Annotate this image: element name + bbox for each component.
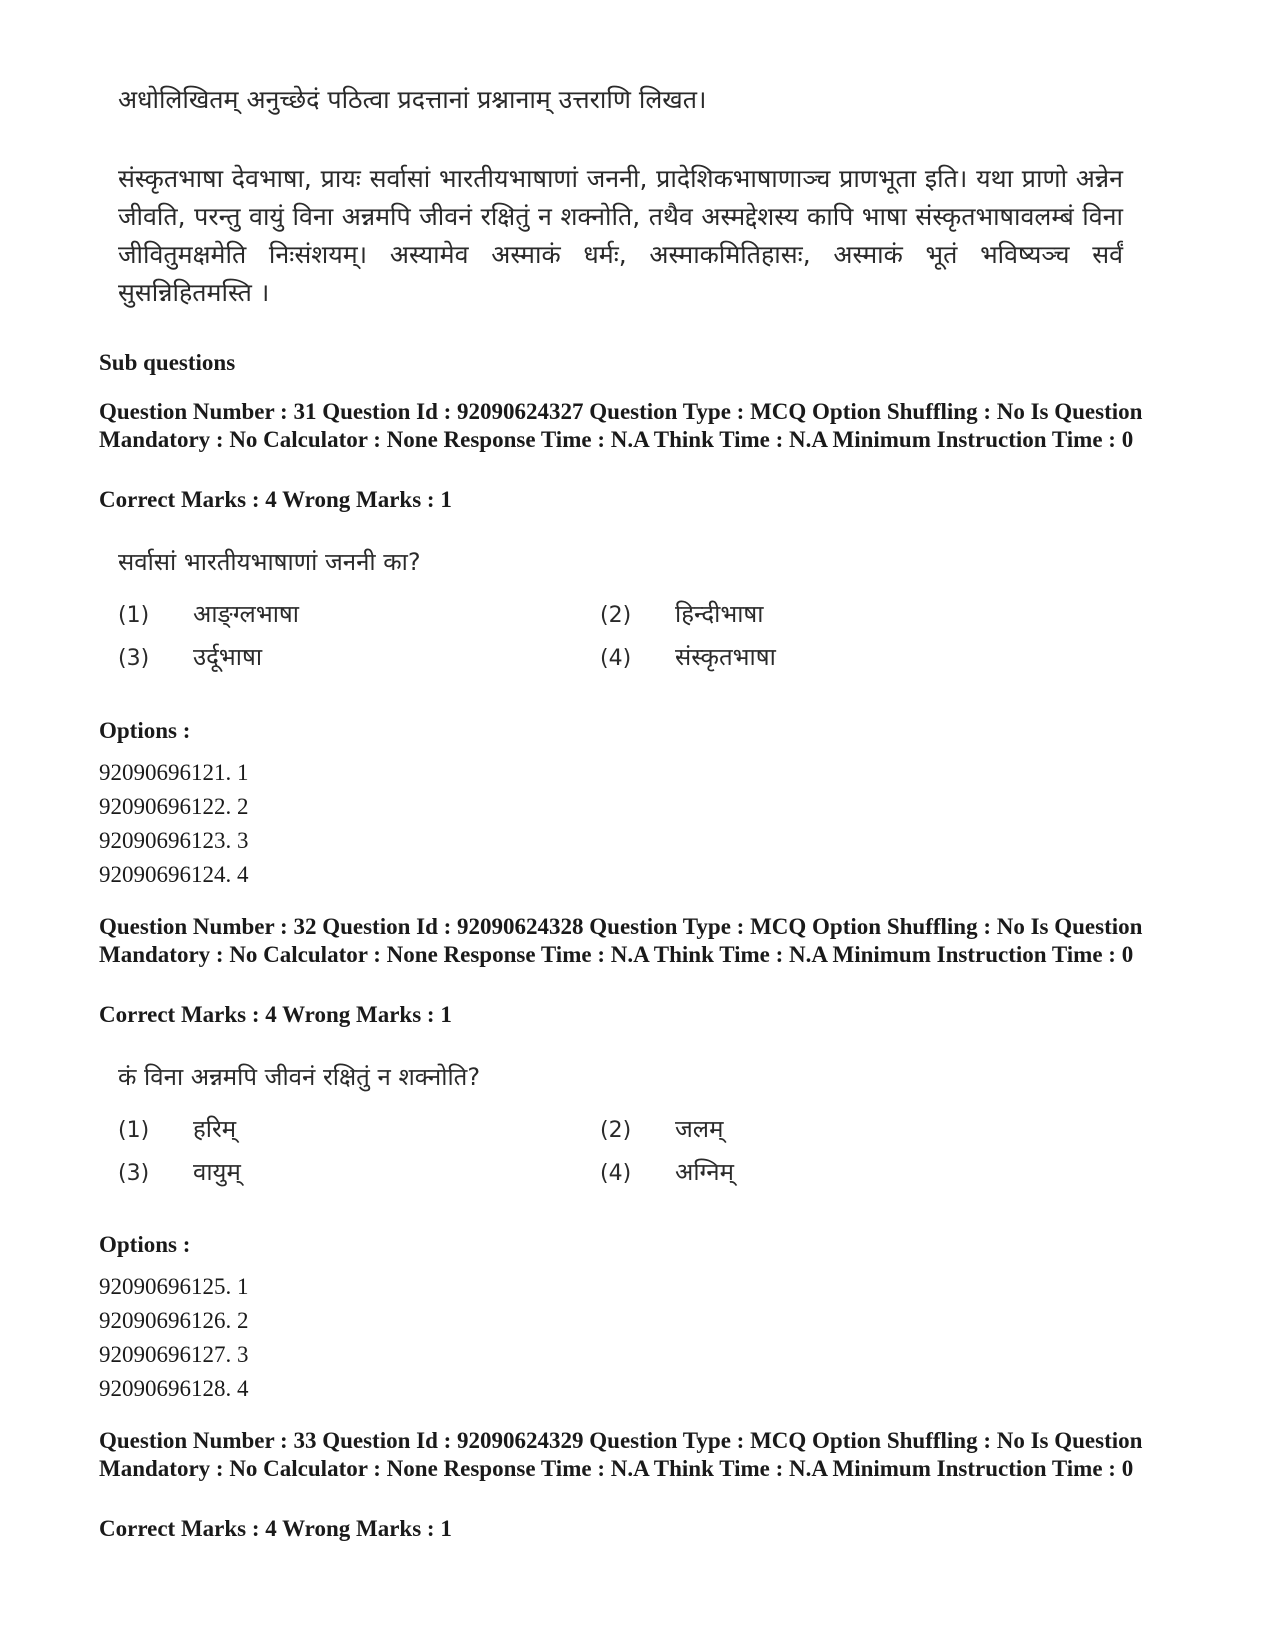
option-item: 92090696125. 1 <box>99 1274 249 1299</box>
question-32-stem: कं विना अन्नमपि जीवनं रक्षितुं न शक्नोति? <box>118 1063 481 1091</box>
choice-text: जलम् <box>675 1115 724 1143</box>
question-31-options-heading: Options : <box>99 718 191 743</box>
question-31-meta: Question Number : 31 Question Id : 92090624327 Question Type : MCQ Option Shuffling : No Is Question Mandatory : No Calculator : None Response Time : N.A Think Time : N.A Minimum Instruction Time : 0 <box>99 399 1143 452</box>
question-33-marks: Correct Marks : 4 Wrong Marks : 1 <box>99 1516 452 1541</box>
choice-number: (2) <box>600 1118 632 1143</box>
choice-text: हरिम् <box>193 1115 237 1143</box>
option-item: 92090696128. 4 <box>99 1376 249 1401</box>
choice-number: (1) <box>118 603 150 628</box>
question-32-choice-2 <box>600 1112 723 1145</box>
option-item: 92090696121. 1 <box>99 760 249 785</box>
choice-number: (2) <box>600 603 632 628</box>
question-31-choice-4 <box>600 640 776 673</box>
question-32-options-heading: Options : <box>99 1232 191 1257</box>
choice-number: (3) <box>118 646 150 671</box>
choice-text: वायुम् <box>193 1158 241 1186</box>
option-item: 92090696126. 2 <box>99 1308 249 1333</box>
choice-text: हिन्दीभाषा <box>675 600 764 628</box>
option-item: 92090696123. 3 <box>99 828 249 853</box>
question-33-meta: Question Number : 33 Question Id : 92090624329 Question Type : MCQ Option Shuffling : No Is Question Mandatory : No Calculator : None Response Time : N.A Think Time : N.A Minimum Instruction Time : 0 <box>99 1428 1143 1481</box>
passage-instruction: अधोलिखितम् अनुच्छेदं पठित्वा प्रदत्तानां प्रश्नानाम् उत्तराणि लिखत। <box>118 85 707 114</box>
choice-number: (4) <box>600 646 632 671</box>
choice-text: संस्कृतभाषा <box>675 643 776 671</box>
question-31-marks: Correct Marks : 4 Wrong Marks : 1 <box>99 487 452 512</box>
question-31-choice-3 <box>118 640 262 673</box>
option-item: 92090696124. 4 <box>99 862 249 887</box>
question-31-stem: सर्वासां भारतीयभाषाणां जननी का? <box>118 548 421 576</box>
question-32-choice-4 <box>600 1155 734 1188</box>
question-32-choice-1 <box>118 1112 236 1145</box>
question-32-choice-3 <box>118 1155 241 1188</box>
question-32-meta: Question Number : 32 Question Id : 92090624328 Question Type : MCQ Option Shuffling : No Is Question Mandatory : No Calculator : None Response Time : N.A Think Time : N.A Minimum Instruction Time : 0 <box>99 914 1143 967</box>
option-item: 92090696127. 3 <box>99 1342 249 1367</box>
choice-number: (1) <box>118 1118 150 1143</box>
choice-text: अग्निम् <box>675 1158 734 1186</box>
question-32-options-list <box>99 1270 249 1406</box>
choice-text: आङ्ग्लभाषा <box>193 600 300 628</box>
choice-text: उर्दूभाषा <box>193 643 263 671</box>
passage-text: संस्कृतभाषा देवभाषा, प्रायः सर्वासां भारतीयभाषाणां जननी, प्रादेशिकभाषाणाञ्च प्राणभूता इति। यथा प्राणो अन्नेन जीवति, परन्तु वायुं विना अन्नमपि जीवनं रक्षितुं न शक्नोति, तथैव अस्मद्देशस्य कापि भाषा संस्कृतभाषावलम्बं विना जीवितुमक्षमेति निःसंशयम्। अस्यामेव अस्माकं धर्मः, अस्माकमितिहासः, अस्माकं भूतं भविष्यञ्च सर्वं सुसन्निहितमस्ति । <box>118 164 1123 307</box>
sub-questions-heading: Sub questions <box>99 350 236 375</box>
question-32-marks: Correct Marks : 4 Wrong Marks : 1 <box>99 1002 452 1027</box>
question-31-choice-2 <box>600 597 764 630</box>
option-item: 92090696122. 2 <box>99 794 249 819</box>
choice-number: (4) <box>600 1161 632 1186</box>
question-31-choice-1 <box>118 597 299 630</box>
choice-number: (3) <box>118 1161 150 1186</box>
question-31-options-list <box>99 756 249 892</box>
